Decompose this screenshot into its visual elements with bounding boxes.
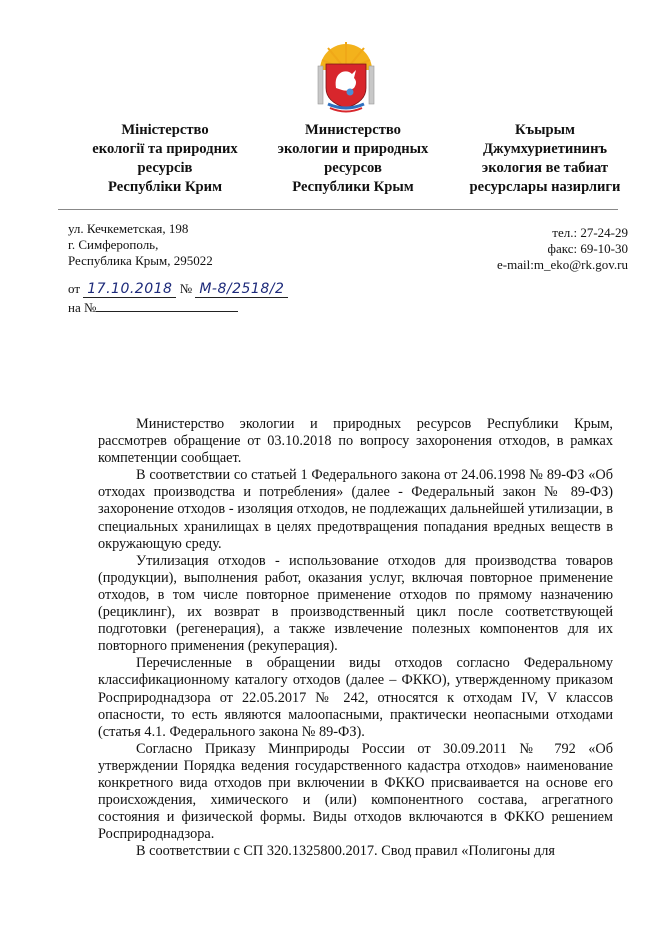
reply-to-label: на № xyxy=(68,300,97,315)
contact-fax: факс: 69-10-30 xyxy=(547,241,628,256)
header-line: экология ве табиат xyxy=(481,160,609,176)
body-paragraph: Согласно Приказу Минприроды России от 30.09.2011 № 792 «Об утверждении Порядка ведения государственного кадастра отходов» наименование конкретного вида отходов при включении в ФККО присваивается на основе его происхождения, химического и (или) компонентного состава, агрегатного состояния и физической формы. Виды отходов включаются в ФККО решением Росприроднадзора. xyxy=(98,740,613,843)
header-line: екології та природних xyxy=(92,141,238,157)
ministry-name-ukrainian xyxy=(70,121,260,197)
address-city: г. Симферополь, xyxy=(68,237,159,252)
reply-to-blank xyxy=(96,299,238,312)
crimea-coat-of-arms-icon xyxy=(312,36,380,114)
body-paragraph: Утилизация отходов - использование отходов для производства товаров (продукции), выполнения работ, оказания услуг, включая повторное применение отходов, в том числе повторное применение отходов по прямому назначению (рециклинг), их возврат в производственный цикл после соответствующей подготовки (регенерация), а также извлечение полезных компонентов для их повторного применения (рекуперация). xyxy=(98,552,613,655)
header-line: экологии и природных xyxy=(277,141,429,157)
address-region: Республика Крым, 295022 xyxy=(68,253,213,268)
header-divider xyxy=(58,209,618,210)
body-paragraph: Перечисленные в обращении виды отходов согласно Федеральному классификационному каталогу отходов (далее – ФККО), утвержденному приказом Росприроднадзора от 22.05.2017 № 242, относятся к отходам IV, V классов опасности, то есть являются малоопасными, практически неопасными отходами (статья 4.1. Федерального закона № 89-ФЗ). xyxy=(98,655,613,740)
header-line: ресурсів xyxy=(137,160,193,176)
ministry-name-crimean-tatar xyxy=(445,121,645,197)
address-street: ул. Кечкеметская, 198 xyxy=(68,221,189,236)
from-label: от xyxy=(68,281,81,296)
header-line: ресурслары назирлиги xyxy=(469,179,621,195)
header-line: Міністерство xyxy=(121,122,209,138)
contact-email: e-mail:m_eko@rk.gov.ru xyxy=(497,257,628,272)
header-line: Республики Крым xyxy=(292,179,414,195)
header-line: Министерство xyxy=(305,122,401,138)
header-line: Къырым xyxy=(515,122,575,138)
body-paragraph: Министерство экологии и природных ресурсов Республики Крым, рассмотрев обращение от 03.10.2018 по вопросу захоронения отходов, в рамках компетенции сообщает. xyxy=(98,416,613,467)
header-line: Джумхуриетининъ xyxy=(482,141,608,157)
registration-date-line xyxy=(68,281,288,297)
body-paragraph: В соответствии со статьей 1 Федерального закона от 24.06.1998 № 89-ФЗ «Об отходах производства и потребления» (далее - Федеральный закон № 89-ФЗ) захоронение отходов - изоляция отходов, не подлежащих дальнейшей утилизации, в специальных хранилищах в целях предотвращения попадания вредных веществ в окружающую среду. xyxy=(98,467,613,552)
number-label: № xyxy=(179,281,193,296)
letter-body xyxy=(98,416,613,860)
contact-tel: тел.: 27-24-29 xyxy=(552,225,628,240)
registration-date: 17.10.2018 xyxy=(83,281,176,298)
header-line: ресурсов xyxy=(324,160,382,176)
ministry-name-russian xyxy=(255,121,451,197)
registration-number: М-8/2518/2 xyxy=(195,281,288,298)
header-line: Республіки Крим xyxy=(107,179,223,195)
body-paragraph: В соответствии с СП 320.1325800.2017. Свод правил «Полигоны для xyxy=(136,843,555,860)
postal-address xyxy=(68,221,213,269)
reply-to-line xyxy=(68,299,238,316)
contact-info xyxy=(497,225,628,273)
